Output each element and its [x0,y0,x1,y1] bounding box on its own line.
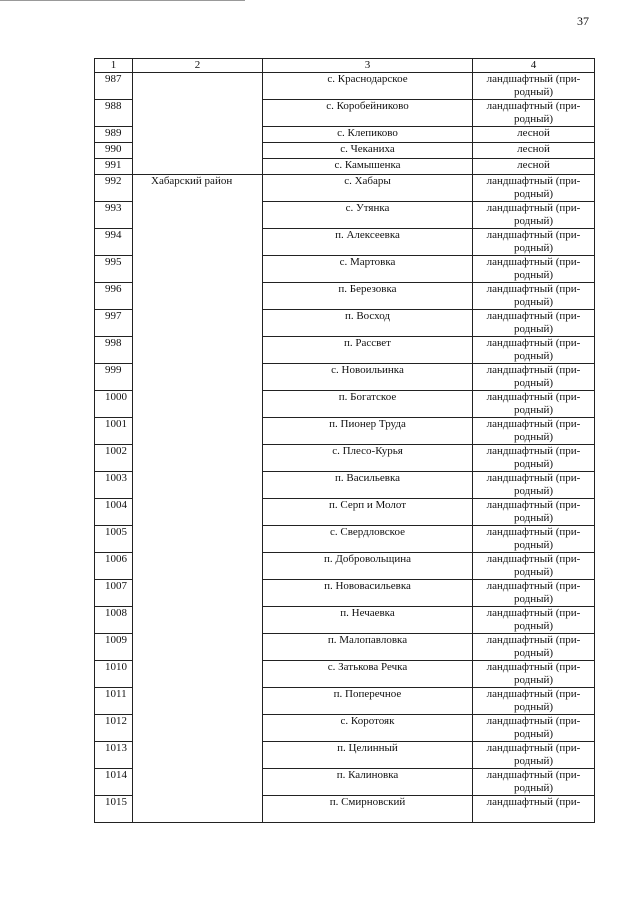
row-number: 1007 [95,580,133,607]
col-header-1: 1 [95,59,133,73]
settlement-name: п. Поперечное [263,688,473,715]
settlement-type: лесной [473,127,595,143]
row-number: 1006 [95,553,133,580]
settlement-type: ландшафтный (при-родный) [473,580,595,607]
settlement-type: ландшафтный (при-родный) [473,202,595,229]
table-header-row [95,59,595,73]
settlement-type: ландшафтный (при-родный) [473,256,595,283]
settlement-name: с. Коробейниково [263,100,473,127]
row-number: 1000 [95,391,133,418]
settlement-type: ландшафтный (при-родный) [473,418,595,445]
settlement-name: с. Затькова Речка [263,661,473,688]
row-number: 994 [95,229,133,256]
row-number: 1005 [95,526,133,553]
settlement-name: с. Новоильинка [263,364,473,391]
settlement-type: ландшафтный (при-родный) [473,742,595,769]
row-number: 991 [95,159,133,175]
row-number: 1014 [95,769,133,796]
row-number: 1009 [95,634,133,661]
district-cell: Хабарский район [133,175,263,823]
col-header-3: 3 [263,59,473,73]
settlement-type: ландшафтный (при-родный) [473,229,595,256]
settlement-type: ландшафтный (при-родный) [473,553,595,580]
settlement-name: п. Алексеевка [263,229,473,256]
settlement-name: п. Рассвет [263,337,473,364]
settlement-name: п. Богатское [263,391,473,418]
row-number: 1012 [95,715,133,742]
settlement-name: п. Добровольщина [263,553,473,580]
row-number: 993 [95,202,133,229]
row-number: 992 [95,175,133,202]
settlement-type: ландшафтный (при-родный) [473,73,595,100]
settlement-name: п. Восход [263,310,473,337]
settlement-name: с. Камышенка [263,159,473,175]
district-cell [133,73,263,175]
page-number: 37 [577,14,589,28]
row-number: 989 [95,127,133,143]
row-number: 987 [95,73,133,100]
settlement-name: с. Чеканиха [263,143,473,159]
settlement-name: п. Васильевка [263,472,473,499]
settlement-type: ландшафтный (при-родный) [473,526,595,553]
settlement-name: п. Смирновский [263,796,473,823]
row-number: 999 [95,364,133,391]
settlement-name: п. Березовка [263,283,473,310]
row-number: 1001 [95,418,133,445]
settlement-type: ландшафтный (при-родный) [473,337,595,364]
table-row [95,175,595,202]
settlement-name: п. Калиновка [263,769,473,796]
settlement-name: п. Малопавловка [263,634,473,661]
row-number: 1003 [95,472,133,499]
settlements-table [94,58,595,823]
settlement-type: ландшафтный (при-родный) [473,364,595,391]
settlement-type: ландшафтный (при-родный) [473,100,595,127]
row-number: 998 [95,337,133,364]
settlement-name: с. Краснодарское [263,73,473,100]
settlement-type: лесной [473,143,595,159]
settlement-type: ландшафтный (при-родный) [473,445,595,472]
settlement-type: ландшафтный (при-родный) [473,661,595,688]
row-number: 1011 [95,688,133,715]
settlement-type: ландшафтный (при-родный) [473,607,595,634]
settlement-name: с. Плесо-Курья [263,445,473,472]
settlement-name: п. Целинный [263,742,473,769]
col-header-4: 4 [473,59,595,73]
settlement-type: ландшафтный (при-родный) [473,499,595,526]
settlement-type: ландшафтный (при-родный) [473,472,595,499]
settlement-name: п. Пионер Труда [263,418,473,445]
settlement-name: с. Утянка [263,202,473,229]
row-number: 1002 [95,445,133,472]
settlement-name: с. Коротояк [263,715,473,742]
settlement-type: ландшафтный (при-родный) [473,310,595,337]
row-number: 1015 [95,796,133,823]
settlement-name: с. Клепиково [263,127,473,143]
row-number: 997 [95,310,133,337]
settlement-name: п. Серп и Молот [263,499,473,526]
row-number: 1013 [95,742,133,769]
settlement-type: ландшафтный (при-родный) [473,175,595,202]
col-header-2: 2 [133,59,263,73]
row-number: 995 [95,256,133,283]
row-number: 996 [95,283,133,310]
settlement-type: ландшафтный (при-родный) [473,715,595,742]
settlement-name: с. Мартовка [263,256,473,283]
settlement-type: ландшафтный (при-родный) [473,688,595,715]
settlement-name: п. Нечаевка [263,607,473,634]
settlement-type: ландшафтный (при-родный) [473,634,595,661]
table-row [95,73,595,100]
row-number: 1008 [95,607,133,634]
settlement-name: с. Хабары [263,175,473,202]
settlement-type: ландшафтный (при- [473,796,595,823]
top-rule [0,0,245,1]
row-number: 1010 [95,661,133,688]
settlement-type: ландшафтный (при-родный) [473,769,595,796]
settlement-type: ландшафтный (при-родный) [473,283,595,310]
settlement-type: ландшафтный (при-родный) [473,391,595,418]
settlement-name: п. Нововасильевка [263,580,473,607]
row-number: 988 [95,100,133,127]
row-number: 990 [95,143,133,159]
row-number: 1004 [95,499,133,526]
settlement-type: лесной [473,159,595,175]
settlement-name: с. Свердловское [263,526,473,553]
